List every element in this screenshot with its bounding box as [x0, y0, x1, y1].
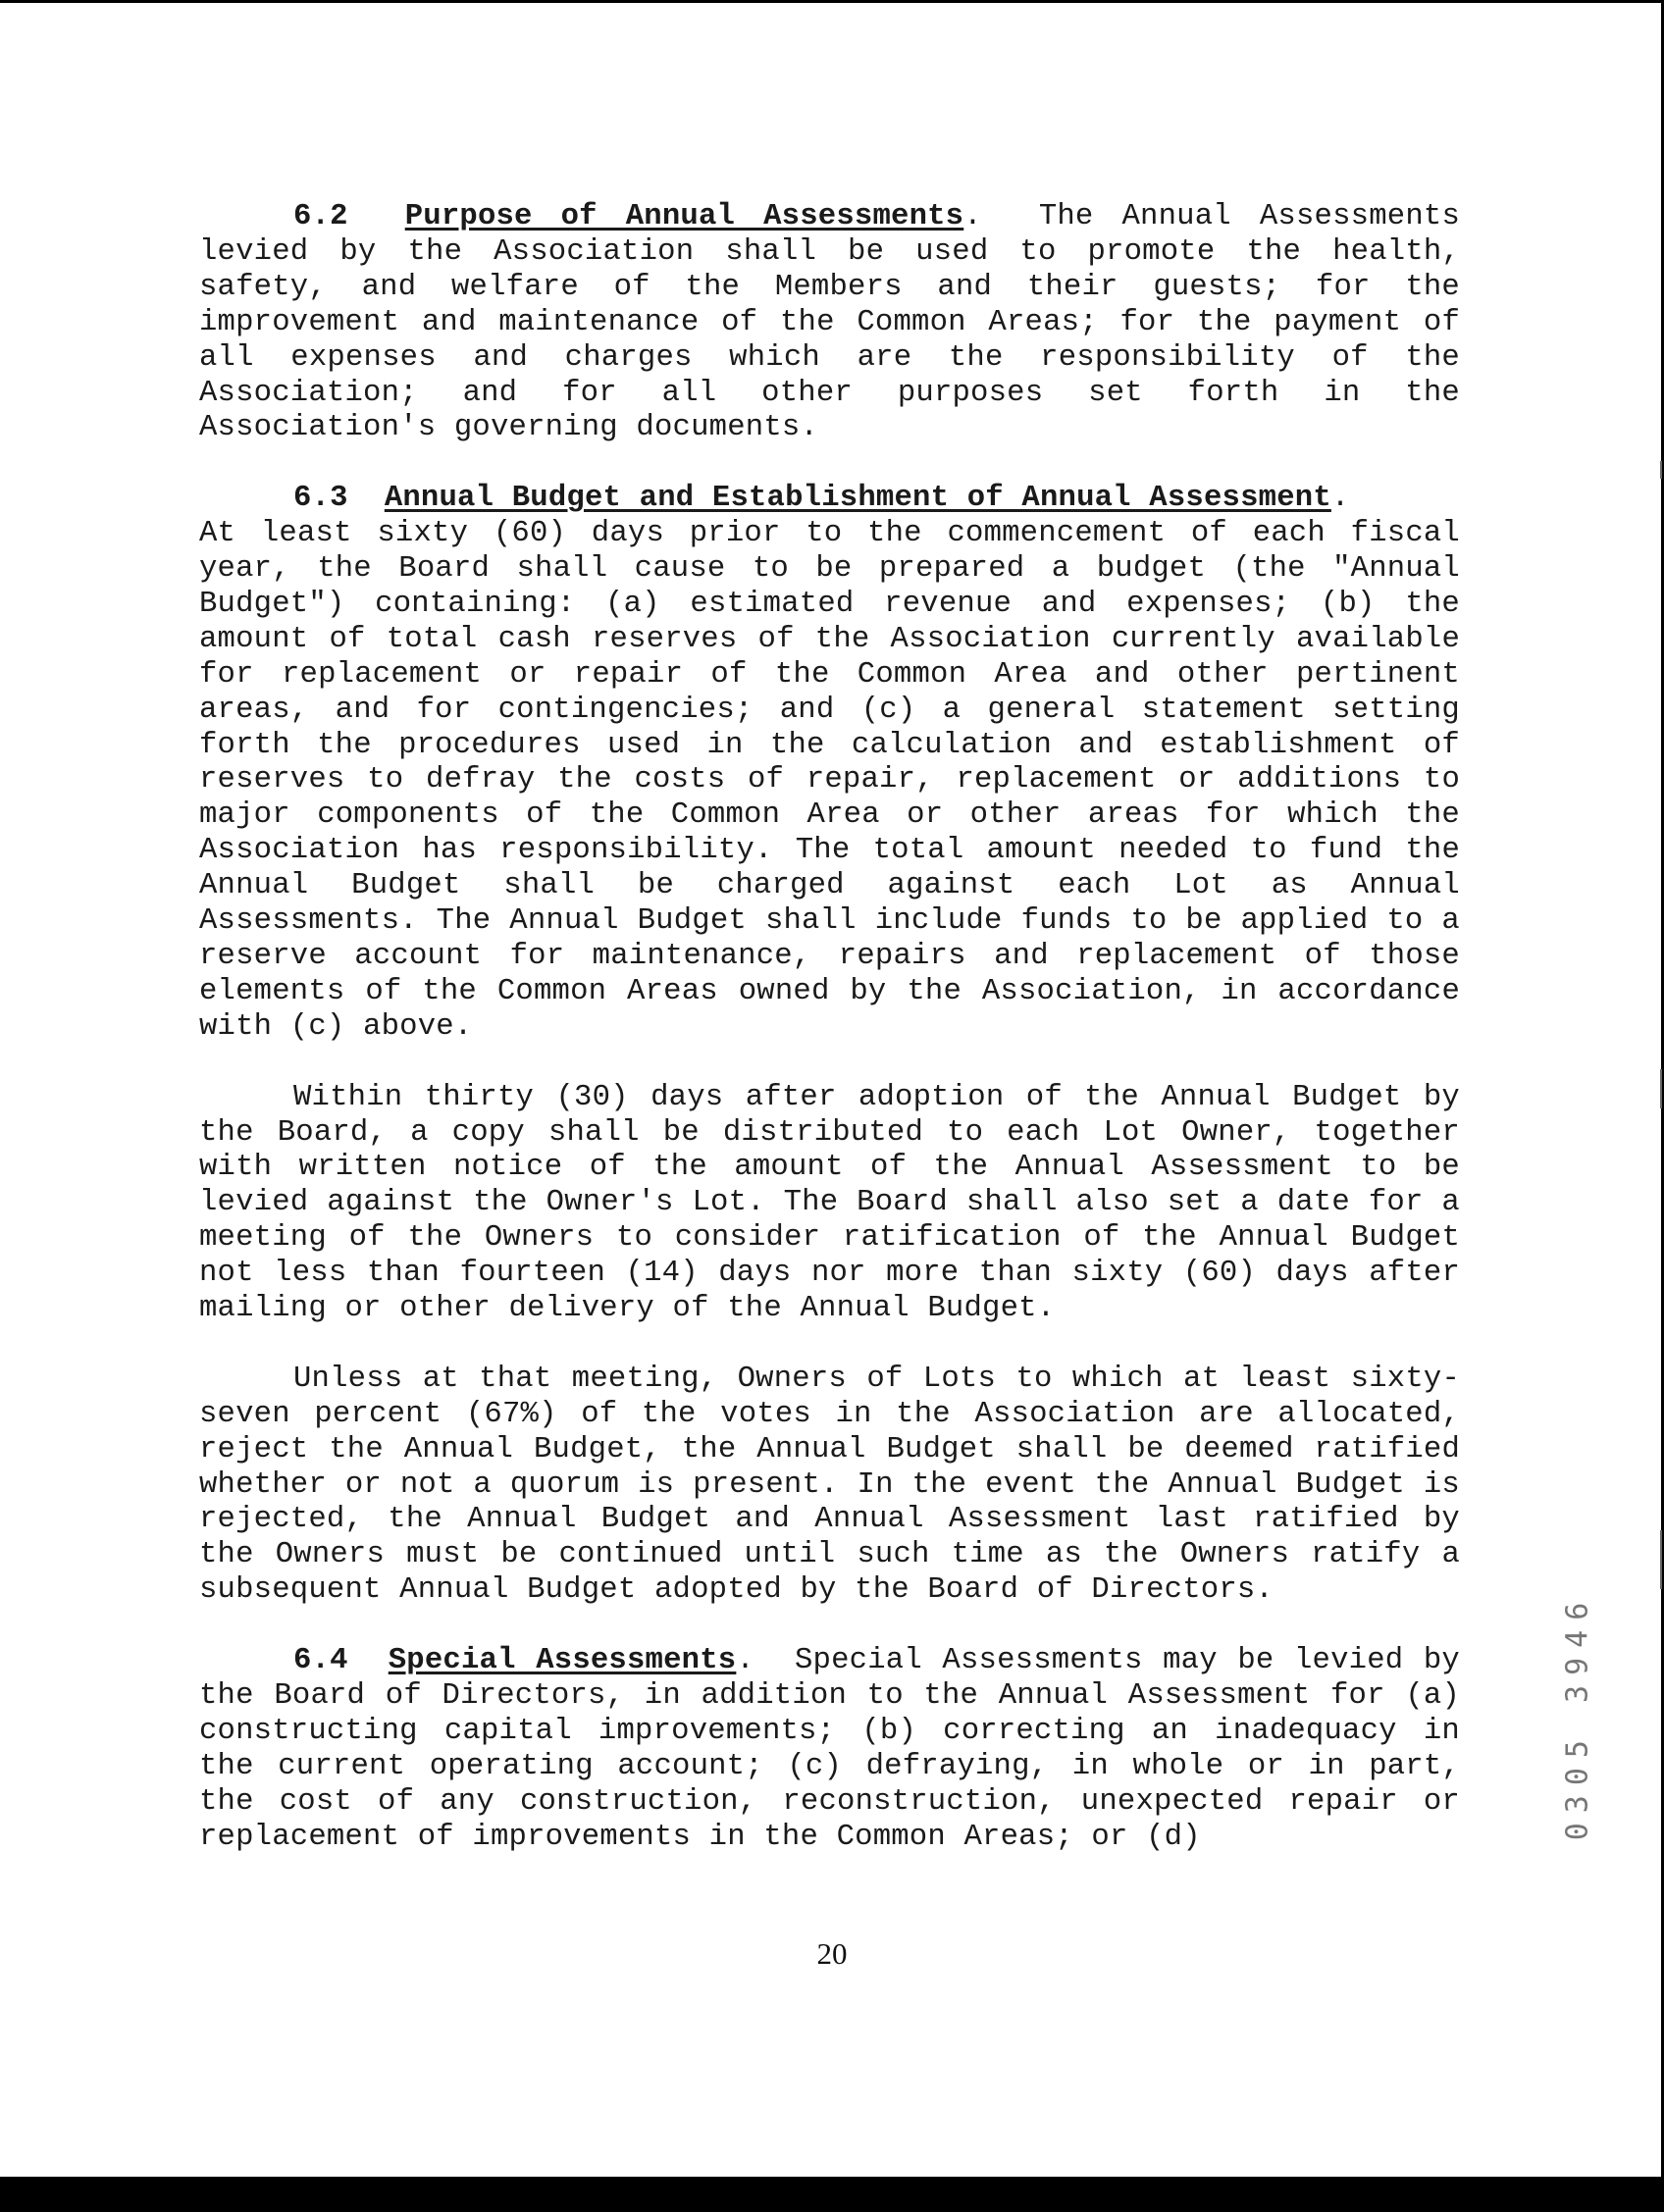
section-number: 6.4 — [293, 1644, 348, 1678]
section-body: Special Assessments may be levied by the Board of Directors, in addition to the Annual Assessment for (a) constructing capital improvements; (b) correcting an inadequacy in the current operating account; (c) defraying, in whole or in part, the cost of any construction, reconstruction, unexpected repair or replacement of improvements in the Common Areas; or (d) — [199, 1644, 1460, 1854]
section-6-2: 6.2 Purpose of Annual Assessments. The Annual Assessments levied by the Association shall be used to promote the health, safety, and welfare of the Members and their guests; for the improvement and maintenance of the Common Areas; for the payment of all expenses and charges which are the responsibility of the Association; and for all other purposes set forth in the Association's governing documents. — [199, 200, 1460, 445]
section-title: Purpose of Annual Assessments — [404, 200, 964, 233]
section-number: 6.3 — [293, 482, 348, 516]
section-title: Annual Budget and Establishment of Annual Assessment — [384, 482, 1331, 516]
page-number: 20 — [816, 1936, 848, 1971]
margin-tick — [1660, 1530, 1662, 1589]
section-body: The Annual Assessments levied by the Association shall be used to promote the health, safety, and welfare of the Members and their guests; for the improvement and maintenance of the Common Areas; for the payment of all expenses and charges which are the responsibility of the Association; and for all other purposes set forth in the Association's governing documents. — [199, 200, 1460, 445]
section-6-3-paragraph: Within thirty (30) days after adoption of the Annual Budget by the Board, a copy shall be distributed to each Lot Owner, together with written notice of the amount of the Annual Assessment to be levied against the Owner's Lot. The Board shall also set a date for a meeting of the Owners to consider ratification of the Annual Budget not less than fourteen (14) days nor more than sixty (60) days after mailing or other delivery of the Annual Budget. — [199, 1080, 1460, 1326]
margin-tick — [1660, 461, 1662, 479]
section-number: 6.2 — [293, 200, 348, 233]
section-6-3-paragraph: Unless at that meeting, Owners of Lots to which at least sixty-seven percent (67%) of the votes in the Association are allocated, reject the Annual Budget, the Annual Budget shall be deemed ratified whether or not a quorum is present. In the event the Annual Budget is rejected, the Annual Budget and Annual Assessment last ratified by the Owners must be continued until such time as the Owners ratify a subsequent Annual Budget adopted by the Board of Directors. — [199, 1362, 1460, 1608]
scan-bottom-bar — [0, 2177, 1664, 2212]
section-6-3: 6.3 Annual Budget and Establishment of Annual Assessment. At least sixty (60) days prior to the commencement of each fiscal year, the Board shall cause to be prepared a budget (the "Annual Budget") containing: (a) estimated revenue and expenses; (b) the amount of total cash reserves of the Association currently available for replacement or repair of the Common Area and other pertinent areas, and for contingencies; and (c) a general statement setting forth the procedures used in the calculation and establishment of reserves to defray the costs of repair, replacement or additions to major components of the Common Area or other areas for which the Association has responsibility. The total amount needed to fund the Annual Budget shall be charged against each Lot as Annual Assessments. The Annual Budget shall include funds to be applied to a reserve account for maintenance, repairs and replacement of those elements of the Common Areas owned by the Association, in accordance with (c) above. — [199, 482, 1460, 1044]
scan-top-border — [0, 0, 1664, 3]
margin-tick — [1660, 1069, 1662, 1108]
page-content — [199, 200, 1460, 1856]
side-stamp-text: 0305 3946 — [1560, 1592, 1595, 1841]
section-6-4: 6.4 Special Assessments. Special Assessments may be levied by the Board of Directors, in addition to the Annual Assessment for (a) constructing capital improvements; (b) correcting an inadequacy in the current operating account; (c) defraying, in whole or in part, the cost of any construction, reconstruction, unexpected repair or replacement of improvements in the Common Areas; or (d) — [199, 1644, 1460, 1854]
section-body: At least sixty (60) days prior to the commencement of each fiscal year, the Board shall cause to be prepared a budget (the "Annual Budget") containing: (a) estimated revenue and expenses; (b) the amount of total cash reserves of the Association currently available for replacement or repair of the Common Area and other pertinent areas, and for contingencies; and (c) a general statement setting forth the procedures used in the calculation and establishment of reserves to defray the costs of repair, replacement or additions to major components of the Common Area or other areas for which the Association has responsibility. The total amount needed to fund the Annual Budget shall be charged against each Lot as Annual Assessments. The Annual Budget shall include funds to be applied to a reserve account for maintenance, repairs and replacement of those elements of the Common Areas owned by the Association, in accordance with (c) above. — [199, 517, 1460, 1044]
section-title: Special Assessments — [388, 1644, 737, 1678]
side-stamp — [1558, 1550, 1597, 1883]
